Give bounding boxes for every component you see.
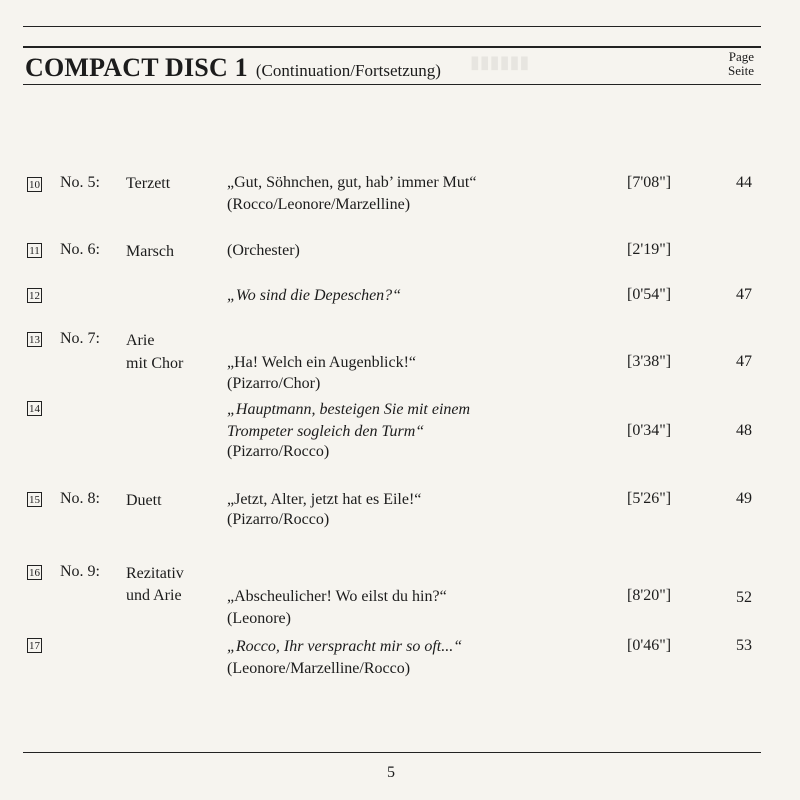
text-incipit: „Rocco, Ihr verspracht mir so oft...“: [227, 638, 463, 655]
footer-rule: [23, 752, 761, 753]
header-rule-bottom: [23, 84, 761, 85]
duration: [0'54"]: [627, 286, 672, 303]
duration: [2'19"]: [627, 241, 672, 258]
page-label-de: Seite: [728, 63, 754, 78]
page-label-en: Page: [728, 49, 754, 64]
number-label: No. 7:: [60, 330, 100, 347]
duration: [3'38"]: [627, 353, 672, 370]
page-number: 5: [387, 764, 395, 781]
form-label-line1: Rezitativ: [126, 565, 184, 582]
disc-title: COMPACT DISC 1: [25, 53, 248, 82]
page-column-label: [728, 50, 754, 78]
track-number: 17: [29, 640, 40, 652]
roles: (Pizarro/Rocco): [227, 511, 330, 528]
track-number: 10: [29, 179, 40, 191]
duration: [8'20"]: [627, 587, 672, 604]
text-incipit-line1: „Hauptmann, besteigen Sie mit einem: [227, 401, 471, 418]
text-incipit: „Gut, Söhnchen, gut, hab’ immer Mut“: [227, 174, 477, 191]
number-label: No. 5:: [60, 174, 100, 191]
form-label: Marsch: [126, 243, 174, 260]
form-label: Terzett: [126, 175, 171, 192]
disc-subtitle: (Continuation/Fortsetzung): [255, 61, 441, 80]
form-label-line2: und Arie: [126, 587, 182, 604]
text-incipit: „Ha! Welch ein Augenblick!“: [227, 354, 417, 371]
number-label: No. 9:: [60, 563, 100, 580]
number-label: No. 6:: [60, 241, 100, 258]
duration: [5'26"]: [627, 490, 672, 507]
page-ref: 48: [736, 422, 752, 439]
text-incipit: „Wo sind die Depeschen?“: [227, 287, 402, 304]
page-title: [25, 53, 441, 83]
text-incipit-line2: Trompeter sogleich den Turm“: [227, 423, 425, 440]
duration: [0'34"]: [627, 422, 672, 439]
roles: (Rocco/Leonore/Marzelline): [227, 196, 411, 213]
form-label-line2: mit Chor: [126, 355, 184, 372]
roles: (Pizarro/Chor): [227, 375, 321, 392]
track-number: 13: [29, 334, 40, 346]
page-ref: 47: [736, 286, 752, 303]
track-number: 14: [29, 403, 40, 415]
page-ref: 49: [736, 490, 752, 507]
number-label: No. 8:: [60, 490, 100, 507]
track-number: 15: [29, 494, 40, 506]
form-label-line1: Arie: [126, 332, 155, 349]
roles: (Leonore/Marzelline/Rocco): [227, 660, 411, 677]
duration: [0'46"]: [627, 637, 672, 654]
bleed-through-mark: ▮▮▮▮▮▮: [470, 52, 530, 72]
roles: (Leonore): [227, 610, 291, 627]
text-incipit: „Abscheulicher! Wo eilst du hin?“: [227, 588, 447, 605]
track-number: 12: [29, 290, 40, 302]
form-label: Duett: [126, 492, 162, 509]
page-ref: 52: [736, 589, 752, 606]
header-rule-top: [23, 46, 761, 48]
page-ref: 53: [736, 637, 752, 654]
roles: (Pizarro/Rocco): [227, 443, 330, 460]
text-incipit: (Orchester): [227, 242, 300, 259]
track-number: 16: [29, 567, 40, 579]
track-number: 11: [27, 243, 42, 258]
duration: [7'08"]: [627, 174, 672, 191]
page-ref: 44: [736, 174, 752, 191]
text-incipit: „Jetzt, Alter, jetzt hat es Eile!“: [227, 491, 422, 508]
top-rule: [23, 26, 761, 27]
page-ref: 47: [736, 353, 752, 370]
